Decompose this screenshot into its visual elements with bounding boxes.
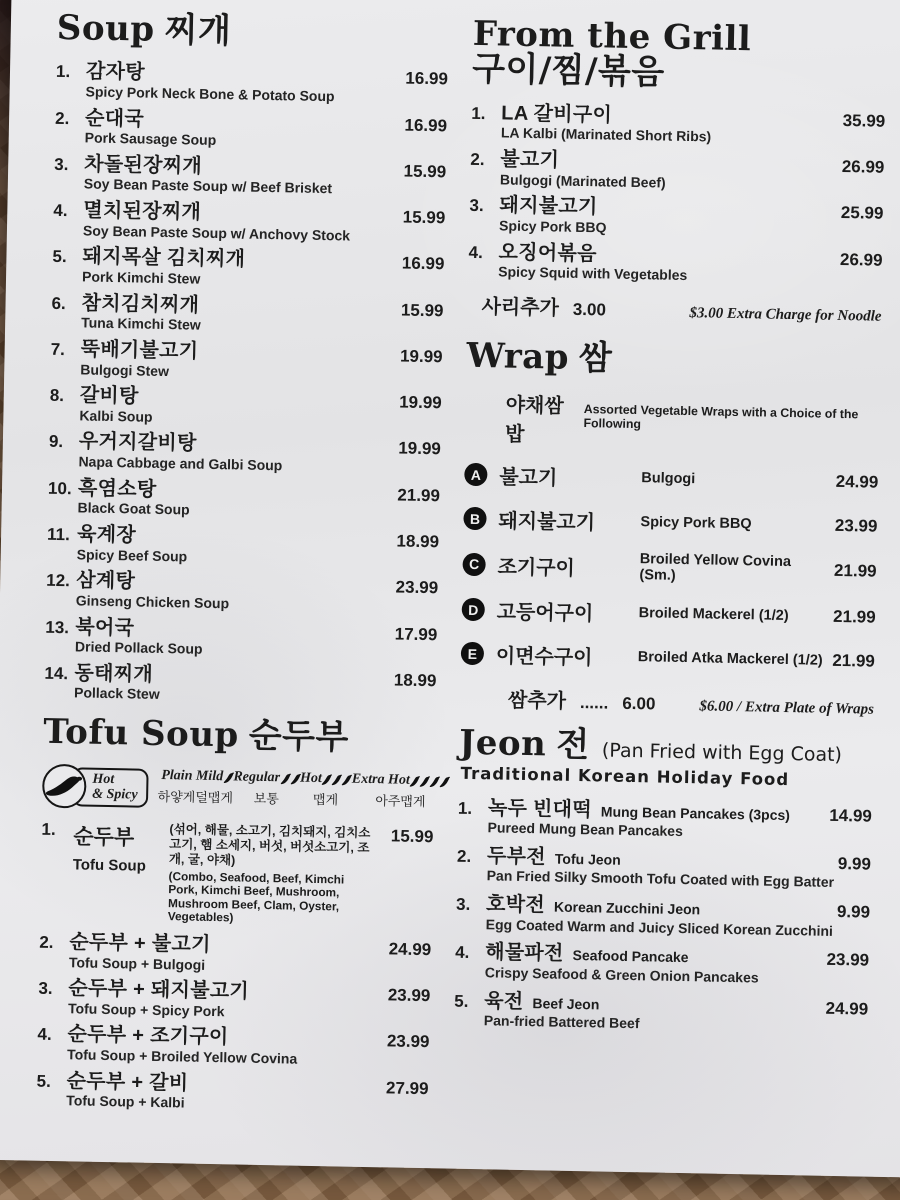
item-number: 11. bbox=[46, 524, 71, 545]
item-description: Bulgogi Stew bbox=[80, 360, 170, 379]
item-name-korean: 순두부 + 갈비 bbox=[66, 1069, 189, 1095]
item-description: Pollack Stew bbox=[73, 684, 160, 703]
badge-line2: & Spicy bbox=[92, 787, 138, 804]
spice-level-mild bbox=[195, 769, 233, 807]
menu-item-soup-7 bbox=[50, 338, 443, 385]
item-name-korean: 돼지불고기 bbox=[499, 194, 598, 219]
menu-item-jeon-1 bbox=[457, 796, 872, 843]
wrap-item-d bbox=[461, 595, 875, 632]
menu-item-soup-1 bbox=[55, 60, 448, 107]
item-price: 23.99 bbox=[826, 950, 870, 970]
item-description: Pan-fried Battered Beef bbox=[483, 1012, 640, 1032]
item-number: 4. bbox=[468, 242, 484, 262]
item-name-korean: 돼지목살 김치찌개 bbox=[82, 245, 246, 271]
item-name-english: Tofu Soup bbox=[72, 856, 146, 876]
item-name-korean: 조기구이 bbox=[497, 556, 576, 580]
wrap-subtitle-english: Assorted Vegetable Wraps with a Choice of the Following bbox=[583, 402, 859, 432]
circled-letter-icon: C bbox=[462, 552, 485, 575]
menu-item-soup-13 bbox=[45, 615, 438, 662]
grill-title-en: From the Grill bbox=[472, 13, 752, 60]
menu-item-soup-11 bbox=[47, 523, 440, 570]
grill-title-ko: 구이/찜/볶음 bbox=[471, 49, 666, 93]
item-price: 16.99 bbox=[405, 68, 449, 89]
item-price: 15.99 bbox=[390, 826, 434, 847]
level-label-ko: 하얗게 bbox=[157, 789, 196, 806]
item-price: 23.99 bbox=[387, 985, 431, 1006]
circled-letter-icon: D bbox=[462, 598, 485, 621]
item-price: 18.99 bbox=[396, 531, 440, 552]
spice-level-extra-hot bbox=[351, 772, 450, 811]
menu-item-soup-14 bbox=[44, 662, 437, 709]
menu-item-jeon-5 bbox=[454, 989, 869, 1036]
wrap-subtitle-korean: 야채쌈밥 bbox=[504, 394, 564, 447]
item-price: 27.99 bbox=[385, 1078, 429, 1098]
tofu-title-en: Tofu Soup bbox=[42, 711, 240, 756]
section-title-grill bbox=[471, 13, 887, 96]
spice-levels bbox=[157, 766, 450, 811]
item-description: Napa Cabbage and Galbi Soup bbox=[78, 453, 283, 474]
level-label-ko: 보통 bbox=[253, 791, 280, 807]
item-name-english: Korean Zucchini Jeon bbox=[553, 898, 701, 918]
menu-item-soup-8 bbox=[49, 384, 442, 431]
item-name-korean: 참치김치찌개 bbox=[81, 292, 200, 317]
menu-item-soup-5 bbox=[52, 245, 445, 292]
item-number: 1. bbox=[471, 103, 486, 123]
spice-level-plain bbox=[157, 768, 195, 806]
right-column bbox=[454, 13, 888, 1046]
wrap-title-en: Wrap bbox=[466, 335, 570, 378]
item-number: 12. bbox=[46, 571, 71, 591]
item-name-korean: 해물파전 bbox=[484, 941, 564, 966]
item-price: 16.99 bbox=[401, 253, 445, 274]
item-price: 21.99 bbox=[832, 606, 876, 627]
extra-charge-korean: 쌈추가 bbox=[507, 689, 567, 713]
item-name-korean: 삼계탕 bbox=[76, 569, 136, 593]
menu-item-soup-3 bbox=[54, 153, 447, 200]
item-name-korean: 북어국 bbox=[75, 615, 135, 640]
item-description: Tuna Kimchi Stew bbox=[81, 314, 201, 333]
menu-item-tofu-3 bbox=[38, 977, 431, 1024]
wrap-item-e bbox=[461, 639, 875, 676]
item-name-korean: 불고기 bbox=[499, 466, 558, 490]
extra-charge-note: $3.00 Extra Charge for Noodle bbox=[689, 304, 882, 325]
section-title-tofu-soup bbox=[42, 711, 436, 758]
wrap-item-c bbox=[462, 548, 877, 588]
item-price: 18.99 bbox=[393, 670, 437, 691]
menu-item-soup-12 bbox=[46, 569, 439, 616]
spice-level-hot bbox=[299, 771, 351, 809]
item-number: 14. bbox=[44, 663, 69, 684]
soup-title-en: Soup bbox=[56, 7, 155, 50]
item-number: 3. bbox=[38, 978, 53, 999]
item-description: Spicy Pork Neck Bone & Potato Soup bbox=[85, 83, 335, 105]
item-description: Soy Bean Paste Soup w/ Anchovy Stock bbox=[82, 222, 351, 244]
item-name-korean: 흑염소탕 bbox=[77, 477, 157, 501]
item-number: 9. bbox=[48, 432, 64, 452]
wrap-subtitle bbox=[505, 389, 880, 454]
item-number: 6. bbox=[51, 293, 66, 313]
level-label-en: Extra Hot bbox=[351, 772, 410, 789]
item-name-korean: 순대국 bbox=[84, 107, 145, 131]
item-name-korean: 육계장 bbox=[76, 523, 137, 547]
menu-item-soup-6 bbox=[51, 292, 444, 339]
item-number: 13. bbox=[45, 617, 70, 637]
item-description: Tofu Soup + Broiled Yellow Covina bbox=[67, 1046, 298, 1067]
item-price: 26.99 bbox=[841, 156, 885, 177]
item-price: 15.99 bbox=[403, 161, 447, 182]
item-price: 14.99 bbox=[829, 805, 873, 826]
item-number: 1. bbox=[41, 820, 56, 840]
menu-item-jeon-4 bbox=[455, 941, 870, 988]
extra-charge-price: 3.00 bbox=[572, 299, 607, 320]
item-name-korean: 갈비탕 bbox=[79, 384, 139, 408]
level-label-en: Mild bbox=[195, 769, 224, 785]
menu-item-tofu-4 bbox=[37, 1023, 430, 1070]
left-column bbox=[36, 7, 449, 1123]
item-number: 5. bbox=[36, 1071, 52, 1091]
item-description: Black Goat Soup bbox=[77, 499, 190, 518]
item-price: 9.99 bbox=[836, 902, 871, 922]
item-name-english: Spicy Pork BBQ bbox=[640, 513, 752, 532]
item-price: 23.99 bbox=[386, 1031, 430, 1052]
item-name-korean: 불고기 bbox=[500, 148, 560, 172]
item-number: 3. bbox=[54, 154, 69, 175]
item-number: 3. bbox=[469, 196, 484, 216]
menu-item-soup-4 bbox=[53, 199, 446, 246]
item-name-korean: 순두부 bbox=[73, 825, 135, 850]
wrap-title-ko: 쌈 bbox=[578, 338, 613, 378]
jeon-title-en: Jeon bbox=[458, 722, 547, 765]
menu-item-soup-2 bbox=[55, 106, 448, 153]
item-number: 4. bbox=[53, 200, 68, 221]
item-number: 1. bbox=[457, 798, 473, 818]
level-label-en: Plain bbox=[161, 768, 193, 785]
item-number: 2. bbox=[470, 149, 485, 170]
spice-level-legend bbox=[42, 764, 435, 816]
level-label-en: Regular bbox=[233, 769, 281, 786]
item-options-korean: (섞어, 해물, 소고기, 김치돼지, 김치소고기, 햄 소세지, 버섯, 버섯소고기, 조개, 굴, 야채) bbox=[168, 822, 371, 868]
menu-item-grill-2 bbox=[470, 148, 885, 195]
item-price: 26.99 bbox=[839, 249, 883, 270]
item-number: 4. bbox=[37, 1025, 52, 1045]
wrap-extra-charge bbox=[508, 684, 874, 720]
circled-letter-icon: B bbox=[463, 507, 486, 530]
item-name-english: Bulgogi bbox=[641, 469, 696, 487]
item-name-block bbox=[72, 821, 168, 924]
item-name-english: Seafood Pancake bbox=[572, 947, 689, 966]
item-name-korean: 육전 bbox=[484, 989, 524, 1013]
level-label-ko: 맵게 bbox=[312, 792, 339, 808]
level-label-ko: 아주맵게 bbox=[375, 793, 426, 810]
item-description: Ginseng Chicken Soup bbox=[75, 592, 230, 612]
item-name-korean: 차돌된장찌개 bbox=[84, 153, 203, 178]
menu-item-jeon-3 bbox=[456, 893, 871, 940]
item-price: 24.99 bbox=[835, 471, 879, 492]
item-description: Spicy Beef Soup bbox=[76, 545, 188, 565]
level-label-en: Hot bbox=[299, 771, 322, 787]
item-price: 24.99 bbox=[825, 998, 869, 1019]
item-name-english: Mung Bean Pancakes (3pcs) bbox=[600, 802, 791, 823]
item-description: Pureed Mung Bean Pancakes bbox=[487, 819, 684, 840]
item-name-korean: 순두부 + 조기구이 bbox=[67, 1023, 229, 1049]
item-description: LA Kalbi (Marinated Short Ribs) bbox=[500, 124, 712, 145]
item-price: 16.99 bbox=[404, 115, 448, 136]
item-description: Soy Bean Paste Soup w/ Beef Brisket bbox=[83, 175, 333, 197]
circled-letter-icon: A bbox=[464, 463, 487, 486]
item-number: 5. bbox=[454, 991, 469, 1011]
item-price: 17.99 bbox=[394, 624, 438, 644]
menu-item-soup-10 bbox=[47, 477, 440, 524]
item-description: Crispy Seafood & Green Onion Pancakes bbox=[484, 964, 759, 986]
item-name-korean: 동태찌개 bbox=[74, 662, 154, 686]
item-options-block bbox=[168, 823, 378, 928]
soup-title-ko: 찌개 bbox=[164, 10, 232, 51]
pepper-icon bbox=[439, 773, 452, 790]
item-price: 15.99 bbox=[400, 300, 444, 321]
item-description: Tofu Soup + Spicy Pork bbox=[67, 1000, 225, 1020]
item-name-korean: 뚝배기불고기 bbox=[80, 338, 199, 363]
item-price: 21.99 bbox=[397, 485, 441, 506]
item-name-korean: LA 갈비구이 bbox=[501, 102, 613, 127]
item-price: 21.99 bbox=[832, 650, 876, 671]
item-price: 23.99 bbox=[395, 577, 439, 598]
item-name-korean: 감자탕 bbox=[85, 60, 146, 84]
jeon-title-ko: 전 bbox=[555, 725, 591, 765]
item-description: Pork Kimchi Stew bbox=[81, 268, 201, 287]
wrap-item-a bbox=[464, 460, 878, 497]
menu-item-grill-1 bbox=[471, 102, 886, 149]
menu-item-tofu-1 bbox=[40, 820, 434, 929]
item-description: Pan Fried Silky Smooth Tofu Coated with Egg Batter bbox=[486, 867, 835, 891]
item-price: 19.99 bbox=[398, 438, 442, 459]
item-name-english: Beef Jeon bbox=[532, 994, 600, 1013]
item-options-english: (Combo, Seafood, Beef, Kimchi Pork, Kimchi Beef, Mushroom, Mushroom Beef, Clam, Oyster, Vegetables) bbox=[167, 868, 345, 925]
item-name-english: Tofu Jeon bbox=[554, 850, 621, 868]
item-number: 8. bbox=[49, 386, 65, 406]
item-description: Dried Pollack Soup bbox=[74, 638, 203, 657]
menu-item-tofu-5 bbox=[36, 1069, 429, 1116]
hot-and-spicy-badge bbox=[42, 764, 148, 810]
badge-line1: Hot bbox=[92, 771, 115, 788]
menu-item-soup-9 bbox=[48, 430, 441, 477]
item-number: 2. bbox=[456, 846, 472, 866]
extra-charge-price: 6.00 bbox=[622, 693, 656, 714]
item-name-english: Broiled Yellow Covina (Sm.) bbox=[639, 551, 792, 584]
item-number: 3. bbox=[455, 894, 471, 915]
item-number: 2. bbox=[54, 108, 70, 128]
extra-charge-note: $6.00 / Extra Plate of Wraps bbox=[699, 698, 875, 718]
section-title-soup bbox=[56, 7, 450, 54]
item-price: 25.99 bbox=[840, 203, 884, 224]
item-name-korean: 녹두 빈대떡 bbox=[487, 796, 593, 821]
item-price: 19.99 bbox=[399, 392, 442, 413]
item-name-english: Broiled Mackerel (1/2) bbox=[638, 604, 789, 624]
wrap-item-b bbox=[463, 504, 877, 541]
level-label-ko: 덜맵게 bbox=[195, 790, 234, 806]
item-name-korean: 우거지갈비탕 bbox=[78, 430, 197, 456]
item-number: 4. bbox=[454, 942, 470, 963]
item-name-korean: 오징어볶음 bbox=[498, 240, 597, 265]
tofu-title-ko: 순두부 bbox=[248, 716, 350, 757]
item-price: 35.99 bbox=[842, 110, 886, 131]
item-number: 7. bbox=[50, 339, 66, 360]
extra-charge-korean: 사리추가 bbox=[481, 295, 560, 320]
item-name-korean: 두부전 bbox=[486, 845, 547, 869]
item-number: 1. bbox=[55, 62, 71, 82]
item-price: 21.99 bbox=[833, 561, 877, 581]
menu-item-grill-4 bbox=[468, 240, 883, 287]
item-name-korean: 멸치된장찌개 bbox=[83, 199, 202, 224]
item-price: 9.99 bbox=[837, 853, 872, 874]
item-name-korean: 돼지불고기 bbox=[498, 510, 596, 535]
item-name-korean: 순두부 + 돼지불고기 bbox=[68, 977, 250, 1003]
item-price: 23.99 bbox=[834, 515, 878, 536]
section-title-jeon bbox=[458, 722, 874, 769]
item-description: Kalbi Soup bbox=[79, 407, 153, 425]
jeon-subtitle: Traditional Korean Holiday Food bbox=[460, 763, 790, 789]
item-name-english: Broiled Atka Mackerel (1/2) bbox=[637, 648, 823, 669]
item-name-korean: 호박전 bbox=[485, 893, 546, 917]
item-number: 5. bbox=[52, 247, 67, 267]
item-description: Spicy Pork BBQ bbox=[498, 217, 607, 236]
menu-item-jeon-2 bbox=[457, 844, 872, 891]
item-price: 15.99 bbox=[402, 207, 446, 228]
item-number: 2. bbox=[39, 932, 54, 952]
item-description: Egg Coated Warm and Juicy Sliced Korean Zucchini bbox=[485, 915, 834, 939]
item-price: 24.99 bbox=[388, 939, 432, 960]
item-price: 19.99 bbox=[399, 346, 443, 367]
extra-charge-dots: ...... bbox=[579, 693, 609, 713]
item-name-korean: 순두부 + 불고기 bbox=[69, 931, 211, 956]
menu-item-tofu-2 bbox=[39, 931, 432, 978]
item-description: Tofu Soup + Kalbi bbox=[66, 1092, 185, 1111]
item-description: Bulgogi (Marinated Beef) bbox=[499, 170, 666, 191]
item-number: 10. bbox=[47, 478, 72, 498]
item-description: Pork Sausage Soup bbox=[84, 129, 217, 149]
jeon-title-note: (Pan Fried with Egg Coat) bbox=[601, 739, 843, 767]
section-title-wrap bbox=[466, 335, 881, 382]
spice-level-regular bbox=[233, 770, 300, 808]
menu-item-grill-3 bbox=[469, 194, 884, 241]
item-description: Spicy Squid with Vegetables bbox=[498, 263, 688, 284]
item-description: Tofu Soup + Bulgogi bbox=[68, 953, 206, 973]
item-name-korean: 고등어구이 bbox=[496, 601, 594, 626]
circled-letter-icon: E bbox=[461, 642, 484, 665]
noodle-extra-charge bbox=[481, 290, 881, 327]
item-name-korean: 이면수구이 bbox=[495, 645, 593, 670]
